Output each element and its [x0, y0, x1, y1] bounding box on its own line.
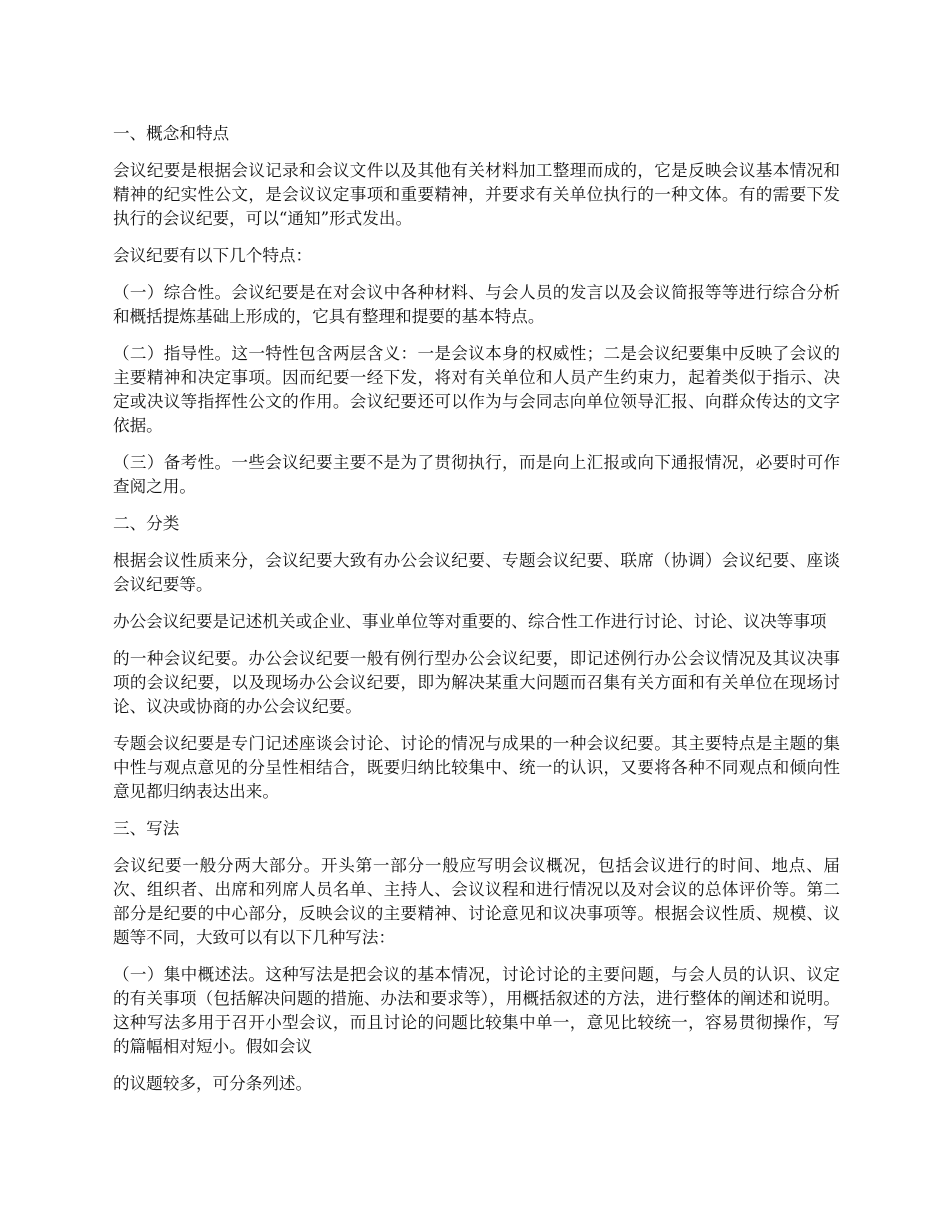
paragraph-writing-overview: 会议纪要一般分两大部分。开头第一部分一般应写明会议概况，包括会议进行的时间、地点、届次、组织者、出席和列席人员名单、主持人、会议议程和进行情况以及对会议的总体评价等。第二部分是纪要的中心部分，反映会议的主要精神、讨论意见和议决事项等。根据会议性质、规模、议题等不同，大致可以有以下几种写法： [113, 856, 840, 947]
paragraph-definition: 会议纪要是根据会议记录和会议文件以及其他有关材料加工整理而成的，它是反映会议基本情况和精神的纪实性公文，是会议议定事项和重要精神，并要求有关单位执行的一种文体。有的需要下发执行的会议纪要，可以“通知”形式发出。 [113, 161, 840, 228]
paragraph-feature-reference: （三）备考性。一些会议纪要主要不是为了贯彻执行，而是向上汇报或向下通报情况，必要时可作查阅之用。 [113, 453, 840, 496]
paragraph-features-intro: 会议纪要有以下几个特点： [113, 246, 313, 265]
paragraph-summary-method: （一）集中概述法。这种写法是把会议的基本情况，讨论讨论的主要问题，与会人员的认识、议定的有关事项（包括解决问题的措施、办法和要求等），用概括叙述的方法，进行整体的阐述和说明。这种写法多用于召开小型会议，而且讨论的问题比较集中单一，意见比较统一，容易贯彻操作，写的篇幅相对短小。假如会议 [113, 965, 840, 1056]
section-heading-classification: 二、分类 [113, 514, 180, 533]
paragraph-summary-method-end: 的议题较多，可分条列述。 [113, 1074, 313, 1093]
paragraph-office-meeting-b: 的一种会议纪要。办公会议纪要一般有例行型办公会议纪要，即记述例行办公会议情况及其议决事项的会议纪要，以及现场办公会议纪要，即为解决某重大问题而召集有关方面和有关单位在现场讨论、议决或协商的办公会议纪要。 [113, 649, 840, 716]
paragraph-office-meeting-a: 办公会议纪要是记述机关或企业、事业单位等对重要的、综合性工作进行讨论、讨论、议决等事项 [113, 612, 827, 631]
paragraph-feature-comprehensive: （一）综合性。会议纪要是在对会议中各种材料、与会人员的发言以及会议简报等等进行综合分析和概括提炼基础上形成的，它具有整理和提要的基本特点。 [113, 283, 840, 326]
paragraph-feature-guiding: （二）指导性。这一特性包含两层含义：一是会议本身的权威性；二是会议纪要集中反映了会议的主要精神和决定事项。因而纪要一经下发，将对有关单位和人员产生约束力，起着类似于指示、决定或决议等指挥性公文的作用。会议纪要还可以作为与会同志向单位领导汇报、向群众传达的文字依据。 [113, 344, 840, 435]
document-page [113, 122, 840, 1109]
section-heading-concept: 一、概念和特点 [113, 124, 230, 143]
section-heading-writing: 三、写法 [113, 819, 180, 838]
paragraph-classification: 根据会议性质来分，会议纪要大致有办公会议纪要、专题会议纪要、联席（协调）会议纪要、座谈会议纪要等。 [113, 551, 840, 594]
paragraph-special-meeting: 专题会议纪要是专门记述座谈会讨论、讨论的情况与成果的一种会议纪要。其主要特点是主题的集中性与观点意见的分呈性相结合，既要归纳比较集中、统一的认识，又要将各种不同观点和倾向性意见都归纳表达出来。 [113, 734, 840, 801]
